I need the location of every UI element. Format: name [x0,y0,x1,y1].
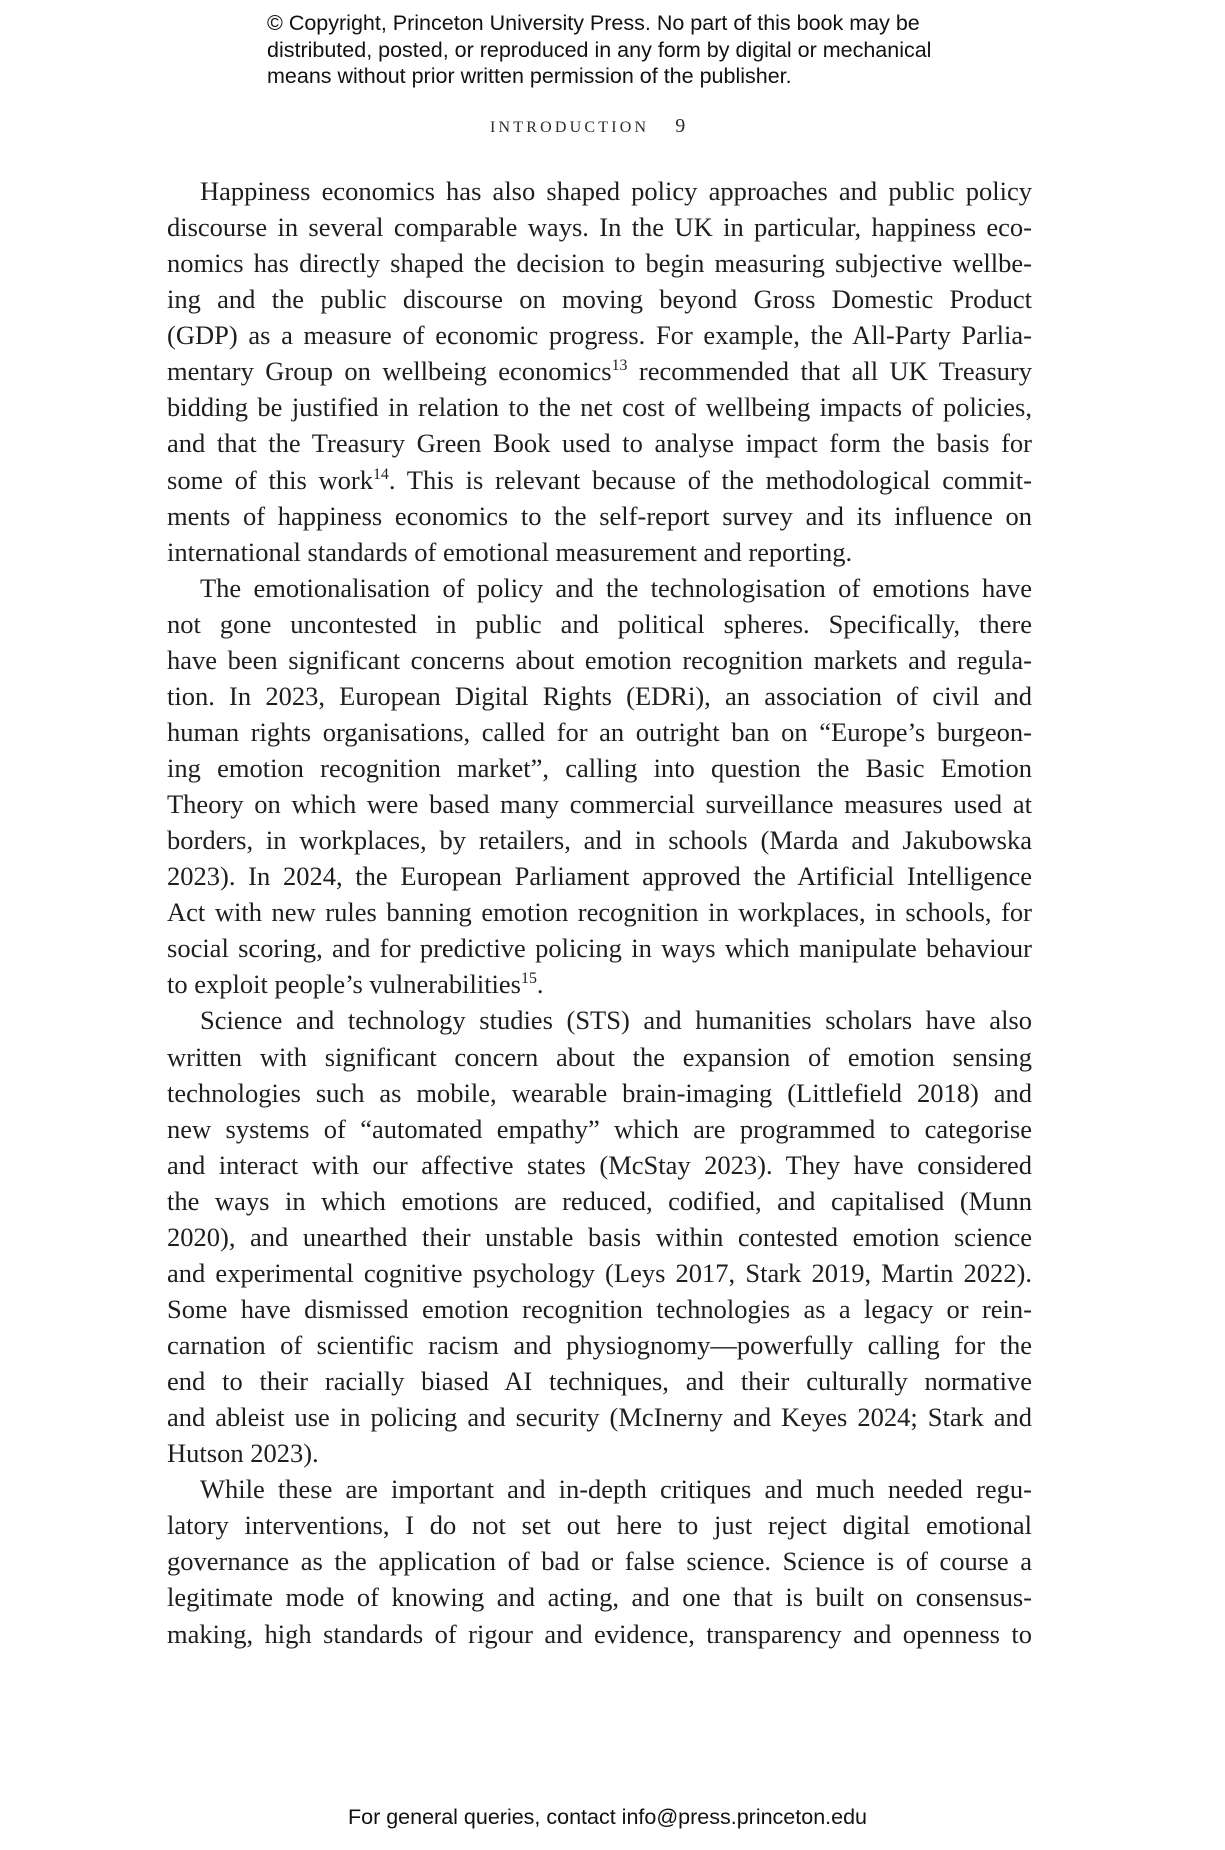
text-line: the ways in which emotions are reduced, codified, and capitalised (Munn [167,1185,1032,1216]
footnote-ref-15[interactable]: 15 [521,970,537,988]
text-line: and interact with our affective states (McStay 2023). They have considered [167,1149,1032,1180]
text-line: Some have dismissed emotion recognition technologies as a legacy or rein- [167,1293,1032,1324]
text-line: bidding be justified in relation to the net cost of wellbeing impacts of policies, [167,392,1032,423]
copyright-line: © Copyright, Princeton University Press. No part of this book may be [267,11,920,35]
chapter-title: INTRODUCTION [490,119,650,136]
text-line: technologies such as mobile, wearable brain-imaging (Littlefield 2018) and [167,1077,1032,1108]
paragraph [167,570,1032,1003]
text-line: and that the Treasury Green Book used to analyse impact form the basis for [167,428,1032,459]
text-line: written with significant concern about the expansion of emotion sensing [167,1041,1032,1072]
copyright-line: distributed, posted, or reproduced in any form by digital or mechanical [267,37,932,62]
text-line: tion. In 2023, European Digital Rights (EDRi), an association of civil and [167,680,1032,711]
text-line [167,966,1032,1002]
text-line: ing emotion recognition market”, calling into question the Basic Emotion [167,753,1032,783]
text-line: social scoring, and for predictive policing in ways which manipulate behaviour [167,933,1032,964]
footnote-ref-13[interactable]: 13 [611,357,628,375]
running-head [490,115,685,138]
text-segment: recommended that all UK Treasury [627,356,1032,387]
text-line: ing and the public discourse on moving beyond Gross Domestic Product [167,284,1032,315]
text-line: carnation of scientific racism and physiognomy—powerfully calling for the [167,1330,1032,1360]
text-line: Theory on which were based many commercial surveillance measures used at [167,789,1032,820]
text-segment: . This is relevant because of the methodological commit- [388,464,1032,495]
text-segment: . [536,969,544,1000]
text-line: 2020), and unearthed their unstable basis within contested emotion science [167,1221,1032,1252]
footer-contact: For general queries, contact info@press.princeton.edu [348,1805,868,1829]
text-line: and ableist use in policing and security (McInerny and Keyes 2024; Stark and [167,1402,1032,1433]
text-line: legitimate mode of knowing and acting, and one that is built on consensus- [167,1582,1032,1613]
paragraph [167,1471,1032,1651]
body-text [167,173,1032,1652]
text-line: governance as the application of bad or false science. Science is of course a [167,1546,1032,1577]
paragraph [167,1002,1032,1471]
footnote-ref-14[interactable]: 14 [372,465,389,483]
text-line: Act with new rules banning emotion recognition in workplaces, in schools, for [167,897,1032,928]
text-segment: some of this work [167,464,373,495]
text-line [167,462,1032,498]
text-line: The emotionalisation of policy and the technologisation of emotions have [200,572,1032,603]
text-line: (GDP) as a measure of economic progress. For example, the All-Party Parlia- [167,320,1032,351]
text-line: end to their racially biased AI techniques, and their culturally normative [167,1366,1032,1397]
text-line: Happiness economics has also shaped policy approaches and public policy [200,176,1032,206]
text-line: not gone uncontested in public and political spheres. Specifically, there [167,608,1032,639]
text-line: new systems of “automated empathy” which are programmed to categorise [167,1113,1032,1144]
text-line: ments of happiness economics to the self-report survey and its influence on [167,500,1032,531]
paragraph [167,173,1032,570]
page-number: 9 [675,115,686,137]
text-segment: to exploit people’s vulnerabilities [167,969,521,1000]
text-line: latory interventions, I do not set out here to just reject digital emotional [167,1510,1032,1541]
text-line: Hutson 2023). [167,1438,319,1469]
text-segment: mentary Group on wellbeing economics [167,356,612,387]
text-line: international standards of emotional measurement and reporting. [167,536,853,567]
text-line: have been significant concerns about emotion recognition markets and regula- [167,644,1032,675]
text-line [167,353,1032,389]
text-line: borders, in workplaces, by retailers, and in schools (Marda and Jakubowska [167,825,1032,856]
text-line: nomics has directly shaped the decision to begin measuring subjective wellbe- [167,248,1032,279]
text-line: and experimental cognitive psychology (Leys 2017, Stark 2019, Martin 2022). [167,1257,1032,1288]
text-line: discourse in several comparable ways. In the UK in particular, happiness eco- [167,212,1032,243]
text-line: Science and technology studies (STS) and humanities scholars have also [200,1005,1032,1036]
text-line: While these are important and in-depth critiques and much needed regu- [200,1474,1032,1505]
text-line: human rights organisations, called for an outright ban on “Europe’s burgeon- [167,716,1032,747]
copyright-notice [267,10,1027,90]
text-line: 2023). In 2024, the European Parliament approved the Artificial Intelligence [167,861,1032,892]
text-line: making, high standards of rigour and evidence, transparency and openness to [167,1618,1032,1649]
copyright-line: means without prior written permission of the publisher. [267,64,792,88]
